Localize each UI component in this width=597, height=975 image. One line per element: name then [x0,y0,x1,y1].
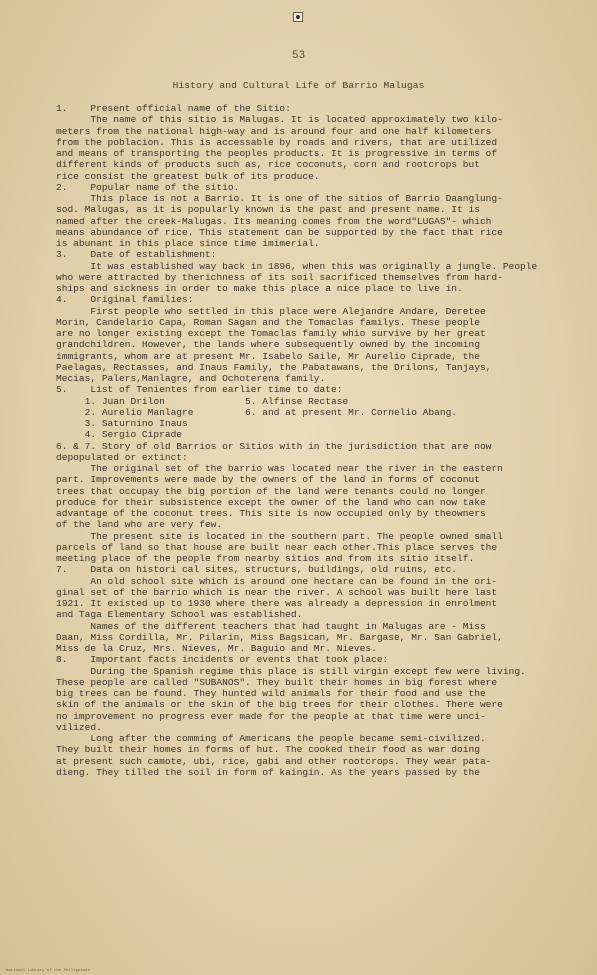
text-line: These people are called "SUBANOS". They built their homes in big forest where [56,676,498,688]
text-line: trees that occupay the big portion of the land were tenants could no longer [56,485,486,497]
text-line: 1. Present official name of the Sitio: [56,103,291,114]
text-line: immigrants, whom are at present Mr. Isabelo Saile, Mr Aurelio Ciprade, the [56,350,480,362]
text-line: are no longer existing except the Tomaclas family whio survive by her great [56,328,486,339]
text-line: big trees can be found. They hunted wild animals for their food and use the [56,688,486,699]
text-line: vilized. [56,721,102,733]
text-line: meeting place of the people from nearby sitios and from its sitio itself. [56,553,475,564]
text-line: from the poblacion. This is accessable by roads and rivers, that are utilized [56,136,498,148]
text-line: and Taga Elementary School was established. [56,609,303,621]
text-line: This place is not a Barrio. It is one of the sitios of Barrio Daanglung- [56,193,503,204]
text-line: 1921. It existed up to 1930 where there was already a depression in enrolment [56,598,498,609]
text-line: 1. Juan Drilon 5. Alfinse Rectase [56,395,349,407]
text-line: produce for their subsistence except the owner of the land who can now take [56,496,486,508]
text-line: 3. Saturnino Inaus [56,418,188,429]
text-line: ships and sickness in order to make this place a nice place to live in. [56,283,463,294]
text-line: depopulated or extinct: [56,451,188,463]
text-line: at present such camote, ubi, rice, gabi and other rootcrops. They wear pata- [56,755,492,767]
text-line: rice consist the greatest bulk of its produce. [56,170,320,182]
text-line: means abundance of rice. This statement can be supported by the fact that rice [56,226,503,238]
text-line: It was established way back in 1896, when this was originally a jungle. People [56,260,538,272]
text-line: sod. Malugas, as it is popularly known is the past and present name. It is [56,204,480,216]
text-line: An old school site which is around one hectare can be found in the ori- [56,575,498,587]
text-line: named after the creek-Malugas. Its meaning comes from the word"LUGAS"- which [56,215,492,227]
footer-text: National Library of the Philippines [6,969,91,973]
text-line: 3. Date of establishment: [56,249,217,261]
text-line: 5. List of Tenientes from earlier time to date: [56,384,343,396]
document-body [56,103,591,778]
text-line: parcels of land so that house are built near each other.This place serves the [56,541,498,553]
binder-hole-icon [293,12,303,22]
text-line: 8. Important facts incidents or events that took place: [56,654,389,666]
text-line: Names of the different teachers that had taught in Malugas are - Miss [56,620,486,632]
text-line: Mecias, Palers,Manlagre, and Ochoterena family. [56,373,326,384]
text-line: who were attracted by therichness of its soil sacrificed themselves from hard- [56,271,503,283]
text-line: Miss de la Cruz, Mrs. Nieves, Mr. Baguio and Mr. Nieves. [56,643,377,654]
text-line: 4. Sergio Ciprade [56,429,183,441]
text-line: 2. Aurelio Manlagre 6. and at present Mr. Cornelio Abang. [56,406,458,418]
text-line: skin of the animals or the skin of the big trees for their clothes. There were [56,699,503,711]
page-number: 53 [291,50,306,62]
text-line: The present site is located in the southern part. The people owned small [56,530,503,542]
text-line: Daan, Miss Cordilla, Mr. Pilarin, Miss Bagsican, Mr. Bargase, Mr. San Gabriel, [56,631,503,643]
text-line: The name of this sitio is Malugas. It is located approximately two kilo- [56,114,503,126]
text-line: Paelagas, Rectasses, and Inaus Family, the Pabatawans, the Drilons, Tanjays, [56,361,492,373]
text-line: During the Spanish regime this place is still virgin except few were living. [56,665,526,677]
text-line: 7. Data on histori cal sites, structurs, buildings, old ruins, etc. [56,564,458,576]
text-line: 4. Original families: [56,294,194,306]
text-line: grandchildren. However, the lands where subsequently owned by the incoming [56,339,480,351]
text-line: meters from the national high-way and is around four and one half kilometers [56,125,492,137]
document-title: History and Cultural Life of Barrio Malugas [172,80,425,91]
text-line: advantage of the coconut trees. This site is now occupied only by theowners [56,508,486,519]
text-line: First people who settled in this place were Alejandre Andare, Deretee [56,305,486,317]
text-line: and means of transporting the peoples products. It is progressive in terms of [56,148,498,159]
text-line: 6. & 7. Story of old Barrios or Sitios with in the jurisdiction that are now [56,440,492,452]
text-line: part. Improvements were made by the owners of the land in forms of coconut [56,474,480,486]
text-line: Morin, Candelario Capa, Roman Sagan and the Tomaclas familys. These people [56,316,480,328]
text-line: 2. Popular name of the sitio. [56,181,240,193]
text-line: Long after the comming of Americans the people became semi-civilized. [56,733,486,744]
text-line: of the land who are very few. [56,519,223,531]
text-line: They built their homes in forms of hut. The cooked their food as war doing [56,744,480,756]
text-line: The original set of the barrio was located near the river in the eastern [56,463,503,474]
text-line: is abunant in this place since time imimerial. [56,238,320,249]
text-line: dieng. They tilled the soil in form of kaingin. As the years passed by the [56,766,480,778]
text-line: different kinds of products such as, rice coconuts, corn and rootcrops but [56,159,480,171]
text-line: no improvement no progress ever made for the people at that time were unci- [56,710,486,722]
text-line: ginal set of the barrio which is near the river. A school was built here last [56,586,498,598]
